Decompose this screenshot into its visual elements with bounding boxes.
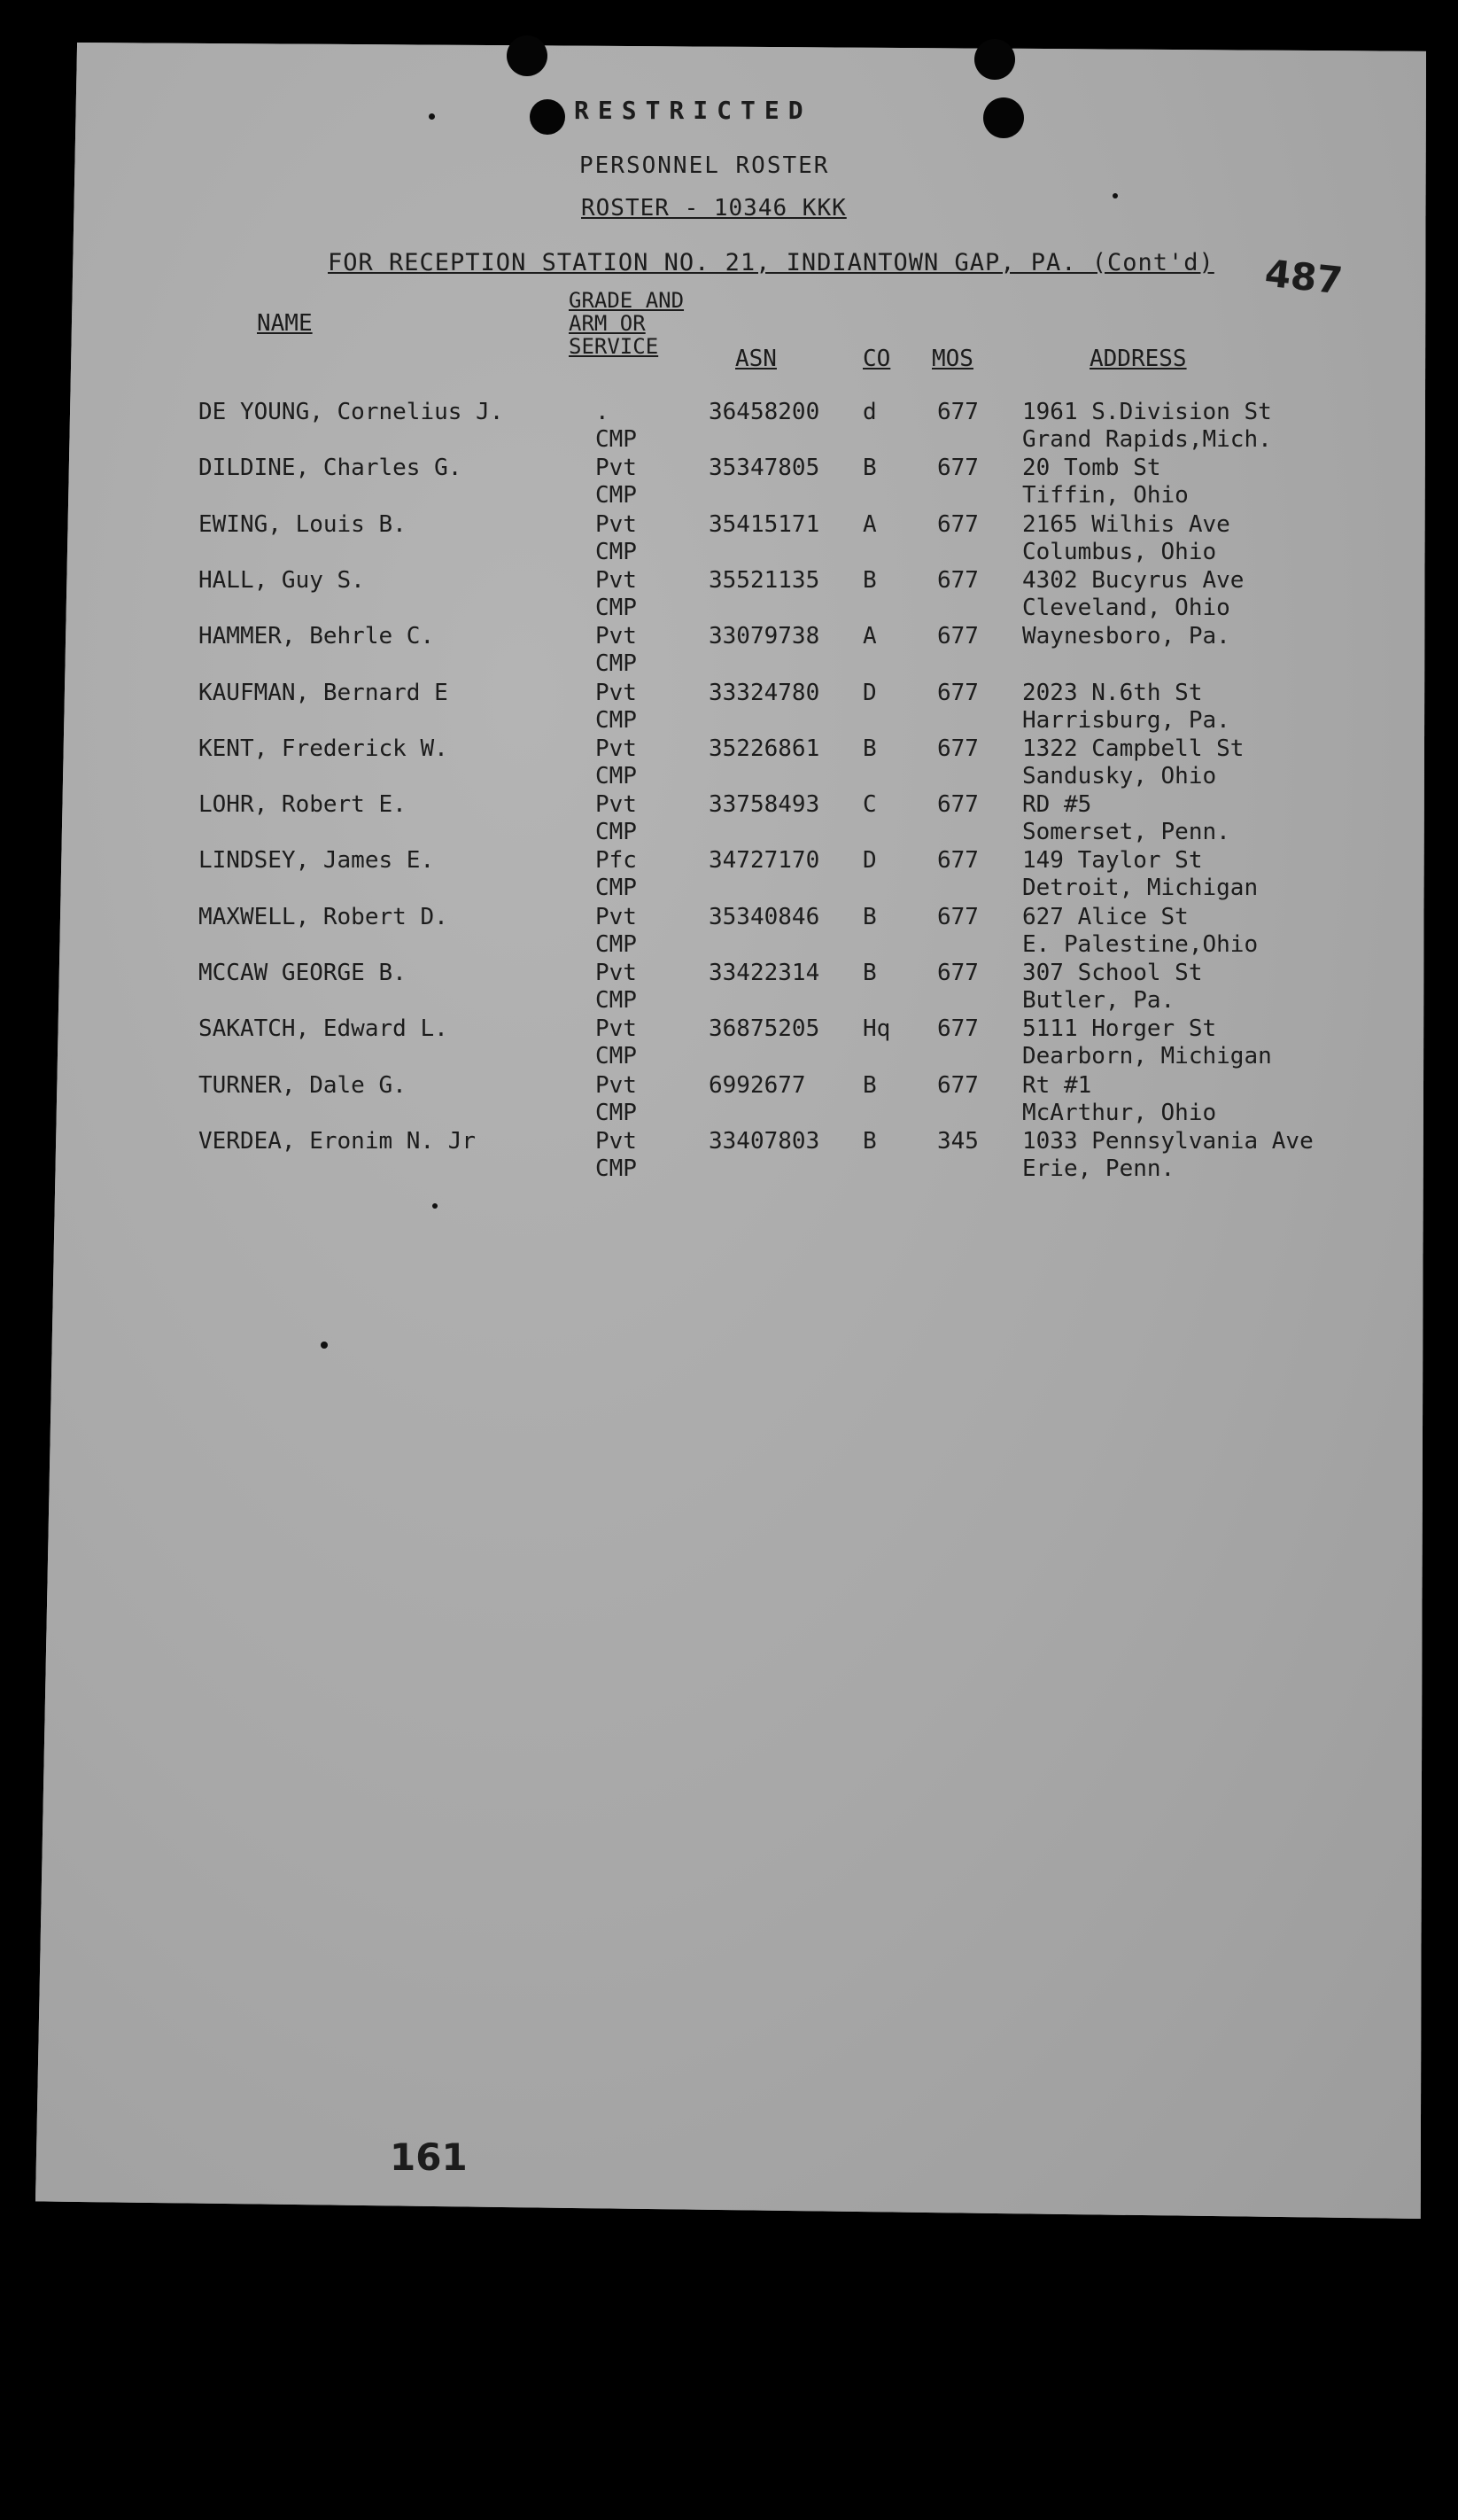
ink-speck — [429, 113, 435, 120]
mos-cell: 677 — [937, 623, 979, 650]
grade-cell: Pvt — [595, 1127, 637, 1155]
ink-speck — [1113, 193, 1118, 198]
name-cell: TURNER, Dale G. — [198, 1071, 407, 1099]
table-row — [0, 960, 1458, 1015]
mos-cell: 677 — [937, 566, 979, 594]
address-line1-cell: 1322 Campbell St — [1022, 735, 1245, 762]
address-line2-cell: Grand Rapids,Mich. — [1022, 426, 1272, 453]
table-row — [0, 1015, 1458, 1071]
asn-cell: 36458200 — [709, 399, 820, 425]
grade-cell: Pvt — [595, 791, 637, 819]
ink-speck — [432, 1203, 438, 1209]
service-cell: CMP — [595, 1043, 637, 1070]
table-row — [0, 1072, 1458, 1128]
service-cell: CMP — [595, 1099, 637, 1126]
service-cell: CMP — [595, 875, 637, 902]
punch-hole — [974, 39, 1015, 80]
address-line1-cell: 20 Tomb St — [1022, 455, 1161, 482]
company-cell: Hq — [863, 1015, 891, 1043]
name-cell: MAXWELL, Robert D. — [198, 903, 448, 930]
company-cell: B — [863, 735, 877, 762]
station-heading: FOR RECEPTION STATION NO. 21, INDIANTOWN GAP, PA. (Cont'd) — [328, 249, 1214, 276]
asn-cell: 35340846 — [709, 903, 820, 930]
grade-cell: Pvt — [595, 735, 637, 762]
address-line1-cell: RD #5 — [1022, 791, 1092, 819]
address-line2-cell: Erie, Penn. — [1022, 1155, 1175, 1182]
address-line2-cell: Somerset, Penn. — [1022, 819, 1230, 846]
address-line1-cell: 2023 N.6th St — [1022, 679, 1203, 706]
roster-number: ROSTER - 10346 KKK — [581, 195, 847, 222]
page-number: 487 — [1262, 251, 1345, 303]
address-line2-cell: Cleveland, Ohio — [1022, 594, 1230, 621]
company-cell: A — [863, 510, 877, 538]
grade-cell: . — [595, 399, 609, 425]
company-cell: d — [863, 399, 877, 425]
service-cell: CMP — [595, 594, 637, 621]
service-cell: CMP — [595, 930, 637, 958]
grade-cell: Pvt — [595, 679, 637, 706]
column-header-name: NAME — [257, 310, 313, 337]
address-line1-cell: Rt #1 — [1022, 1071, 1092, 1099]
address-line2-cell: Detroit, Michigan — [1022, 875, 1259, 902]
address-line1-cell: 149 Taylor St — [1022, 847, 1203, 875]
grade-cell: Pvt — [595, 960, 637, 986]
name-cell: HAMMER, Behrle C. — [198, 623, 435, 650]
address-line2-cell: McArthur, Ohio — [1022, 1099, 1217, 1126]
name-cell: DILDINE, Charles G. — [198, 455, 462, 482]
mos-cell: 677 — [937, 791, 979, 819]
company-cell: B — [863, 903, 877, 930]
asn-cell: 33079738 — [709, 623, 820, 650]
service-cell: CMP — [595, 987, 637, 1014]
grade-cell: Pfc — [595, 847, 637, 875]
asn-cell: 33422314 — [709, 960, 820, 986]
mos-cell: 345 — [937, 1127, 979, 1155]
name-cell: LOHR, Robert E. — [198, 791, 407, 819]
service-cell: CMP — [595, 819, 637, 846]
company-cell: D — [863, 847, 877, 875]
table-row — [0, 511, 1458, 567]
address-line2-cell: Sandusky, Ohio — [1022, 762, 1217, 789]
roster-title: PERSONNEL ROSTER — [579, 152, 830, 179]
grade-cell: Pvt — [595, 510, 637, 538]
grade-cell: Pvt — [595, 623, 637, 650]
table-row — [0, 680, 1458, 735]
punch-hole — [530, 99, 565, 135]
mos-cell: 677 — [937, 1071, 979, 1099]
asn-cell: 33758493 — [709, 791, 820, 819]
asn-cell: 6992677 — [709, 1071, 806, 1099]
address-line2-cell: Dearborn, Michigan — [1022, 1043, 1272, 1070]
ink-speck — [321, 1342, 328, 1349]
column-header-co: CO — [863, 346, 891, 372]
address-line1-cell: 1961 S.Division St — [1022, 399, 1272, 425]
address-line2-cell: Harrisburg, Pa. — [1022, 706, 1230, 734]
column-header-mos: MOS — [932, 346, 973, 372]
table-row — [0, 791, 1458, 847]
grade-cell: Pvt — [595, 566, 637, 594]
address-line2-cell: Tiffin, Ohio — [1022, 482, 1189, 509]
mos-cell: 677 — [937, 735, 979, 762]
service-cell: CMP — [595, 426, 637, 453]
name-cell: KAUFMAN, Bernard E — [198, 679, 448, 706]
name-cell: MCCAW GEORGE B. — [198, 960, 407, 986]
name-cell: EWING, Louis B. — [198, 510, 407, 538]
classification-heading: RESTRICTED — [574, 96, 812, 125]
table-row — [0, 735, 1458, 791]
company-cell: D — [863, 679, 877, 706]
column-header-address: ADDRESS — [1090, 346, 1187, 372]
mos-cell: 677 — [937, 903, 979, 930]
column-header-asn: ASN — [735, 346, 777, 372]
asn-cell: 35226861 — [709, 735, 820, 762]
address-line1-cell: Waynesboro, Pa. — [1022, 623, 1230, 650]
address-line1-cell: 4302 Bucyrus Ave — [1022, 566, 1245, 594]
name-cell: SAKATCH, Edward L. — [198, 1015, 448, 1043]
address-line2-cell: Butler, Pa. — [1022, 987, 1175, 1014]
service-cell: CMP — [595, 538, 637, 565]
mos-cell: 677 — [937, 847, 979, 875]
asn-cell: 33324780 — [709, 679, 820, 706]
grade-cell: Pvt — [595, 455, 637, 482]
address-line2-cell: Columbus, Ohio — [1022, 538, 1217, 565]
name-cell: HALL, Guy S. — [198, 566, 365, 594]
table-row — [0, 567, 1458, 623]
punch-hole — [507, 35, 547, 76]
table-row — [0, 399, 1458, 455]
table-row — [0, 1128, 1458, 1184]
service-cell: CMP — [595, 650, 637, 678]
company-cell: C — [863, 791, 877, 819]
company-cell: B — [863, 566, 877, 594]
address-line1-cell: 2165 Wilhis Ave — [1022, 510, 1230, 538]
service-cell: CMP — [595, 762, 637, 789]
table-row — [0, 904, 1458, 960]
grade-cell: Pvt — [595, 903, 637, 930]
service-cell: CMP — [595, 482, 637, 509]
company-cell: B — [863, 1127, 877, 1155]
mos-cell: 677 — [937, 679, 979, 706]
mos-cell: 677 — [937, 1015, 979, 1043]
mos-cell: 677 — [937, 960, 979, 986]
address-line1-cell: 5111 Horger St — [1022, 1015, 1217, 1043]
company-cell: B — [863, 455, 877, 482]
grade-cell: Pvt — [595, 1071, 637, 1099]
name-cell: VERDEA, Eronim N. Jr — [198, 1127, 477, 1155]
address-line1-cell: 1033 Pennsylvania Ave — [1022, 1127, 1314, 1155]
asn-cell: 33407803 — [709, 1127, 820, 1155]
table-row — [0, 455, 1458, 510]
address-line1-cell: 307 School St — [1022, 960, 1203, 986]
company-cell: B — [863, 960, 877, 986]
asn-cell: 34727170 — [709, 847, 820, 875]
service-cell: CMP — [595, 1155, 637, 1182]
company-cell: A — [863, 623, 877, 650]
asn-cell: 35521135 — [709, 566, 820, 594]
footer-number: 161 — [390, 2135, 468, 2179]
mos-cell: 677 — [937, 510, 979, 538]
asn-cell: 36875205 — [709, 1015, 820, 1043]
asn-cell: 35415171 — [709, 510, 820, 538]
mos-cell: 677 — [937, 399, 979, 425]
column-header-grade: GRADE AND ARM OR SERVICE — [569, 288, 685, 359]
asn-cell: 35347805 — [709, 455, 820, 482]
punch-hole — [983, 97, 1024, 138]
table-row — [0, 623, 1458, 679]
mos-cell: 677 — [937, 455, 979, 482]
grade-cell: Pvt — [595, 1015, 637, 1043]
name-cell: DE YOUNG, Cornelius J. — [198, 399, 504, 425]
name-cell: LINDSEY, James E. — [198, 847, 435, 875]
company-cell: B — [863, 1071, 877, 1099]
service-cell: CMP — [595, 706, 637, 734]
name-cell: KENT, Frederick W. — [198, 735, 448, 762]
address-line2-cell: E. Palestine,Ohio — [1022, 930, 1259, 958]
table-row — [0, 847, 1458, 903]
address-line1-cell: 627 Alice St — [1022, 903, 1189, 930]
